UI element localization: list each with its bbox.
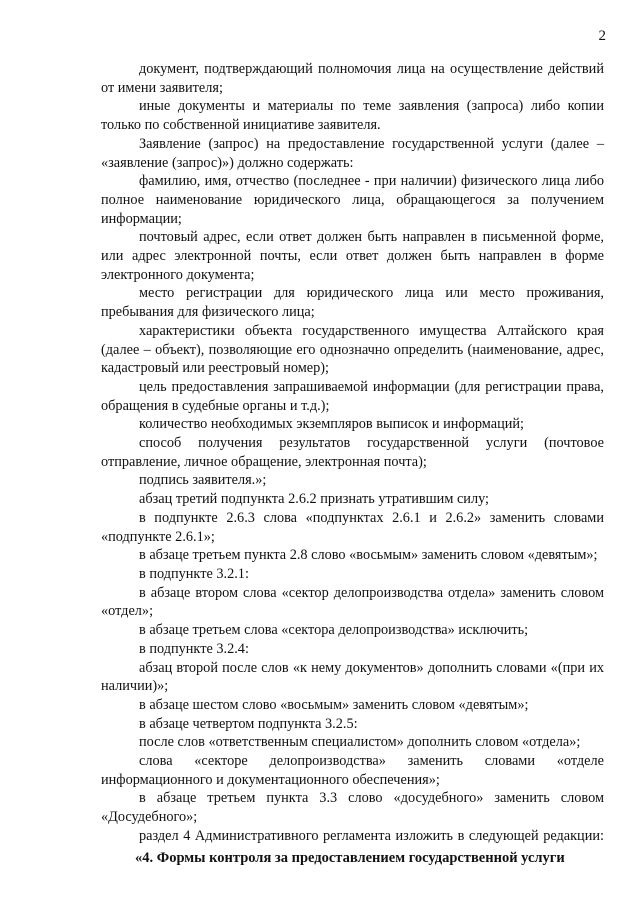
- paragraph: в абзаце третьем слова «сектора делопроизводства» исключить;: [139, 622, 529, 639]
- paragraph: в подпункте 2.6.3 слова «подпунктах 2.6.1 и 2.6.2» заменить словами «подпункте 2.6.1»;: [101, 509, 604, 545]
- paragraph: в абзаце втором слова «сектор делопроизводства отдела» заменить словом «отдел»;: [101, 584, 604, 620]
- paragraph: в абзаце шестом слово «восьмым» заменить словом «девятым»;: [139, 696, 529, 713]
- paragraph: абзац третий подпункта 2.6.2 признать утратившим силу;: [139, 491, 490, 508]
- paragraph: характеристики объекта государственного имущества Алтайского края (далее – объект), позволяющие его однозначно определить (наименование, адрес, кадастровый или реестровый номер);: [101, 322, 604, 377]
- paragraph: почтовый адрес, если ответ должен быть направлен в письменной форме, или адрес электронной почты, если ответ должен быть направлен в форме электронного документа;: [101, 229, 604, 283]
- paragraph: в абзаце третьем пункта 3.3 слово «досудебного» заменить словом «Досудебного»;: [101, 790, 604, 826]
- paragraph: подпись заявителя.»;: [139, 472, 267, 489]
- paragraph: документ, подтверждающий полномочия лица на осуществление действий от имени заявителя;: [101, 61, 604, 96]
- paragraph: слова «секторе делопроизводства» заменить словами «отделе информационного и документационного обеспечения»;: [101, 753, 604, 788]
- paragraph: в абзаце четвертом подпункта 3.2.5:: [139, 715, 358, 732]
- paragraph: абзац второй после слов «к нему документов» дополнить словами «(при их наличии)»;: [101, 659, 604, 695]
- page-number: 2: [598, 28, 606, 44]
- paragraph: место регистрации для юридического лица или место проживания, пребывания для физического лица;: [101, 285, 604, 321]
- paragraph: иные документы и материалы по теме заявления (запроса) либо копии только по собственной инициативе заявителя.: [101, 98, 604, 134]
- paragraph: Заявление (запрос) на предоставление государственной услуги (далее – «заявление (запрос)») должно содержать:: [101, 135, 604, 171]
- paragraph: в подпункте 3.2.4:: [139, 640, 249, 657]
- paragraph: количество необходимых экземпляров выписок и информаций;: [139, 416, 525, 433]
- section-heading: «4. Формы контроля за предоставлением государственной услуги: [135, 849, 565, 866]
- paragraph: способ получения результатов государственной услуги (почтовое отправление, личное обращение, электронная почта);: [101, 435, 604, 470]
- paragraph: цель предоставления запрашиваемой информации (для регистрации права, обращения в судебные органы и т.д.);: [101, 378, 604, 414]
- paragraph: в абзаце третьем пункта 2.8 слово «восьмым» заменить словом «девятым»;: [139, 547, 598, 564]
- paragraph: раздел 4 Административного регламента изложить в следующей редакции:: [139, 827, 604, 844]
- document-body: [101, 60, 604, 868]
- paragraph: в подпункте 3.2.1:: [139, 565, 249, 582]
- paragraph: после слов «ответственным специалистом» дополнить словом «отдела»;: [139, 734, 581, 751]
- paragraph: фамилию, имя, отчество (последнее - при наличии) физического лица либо полное наименование юридического лица, обращающегося за получением информации;: [101, 173, 604, 227]
